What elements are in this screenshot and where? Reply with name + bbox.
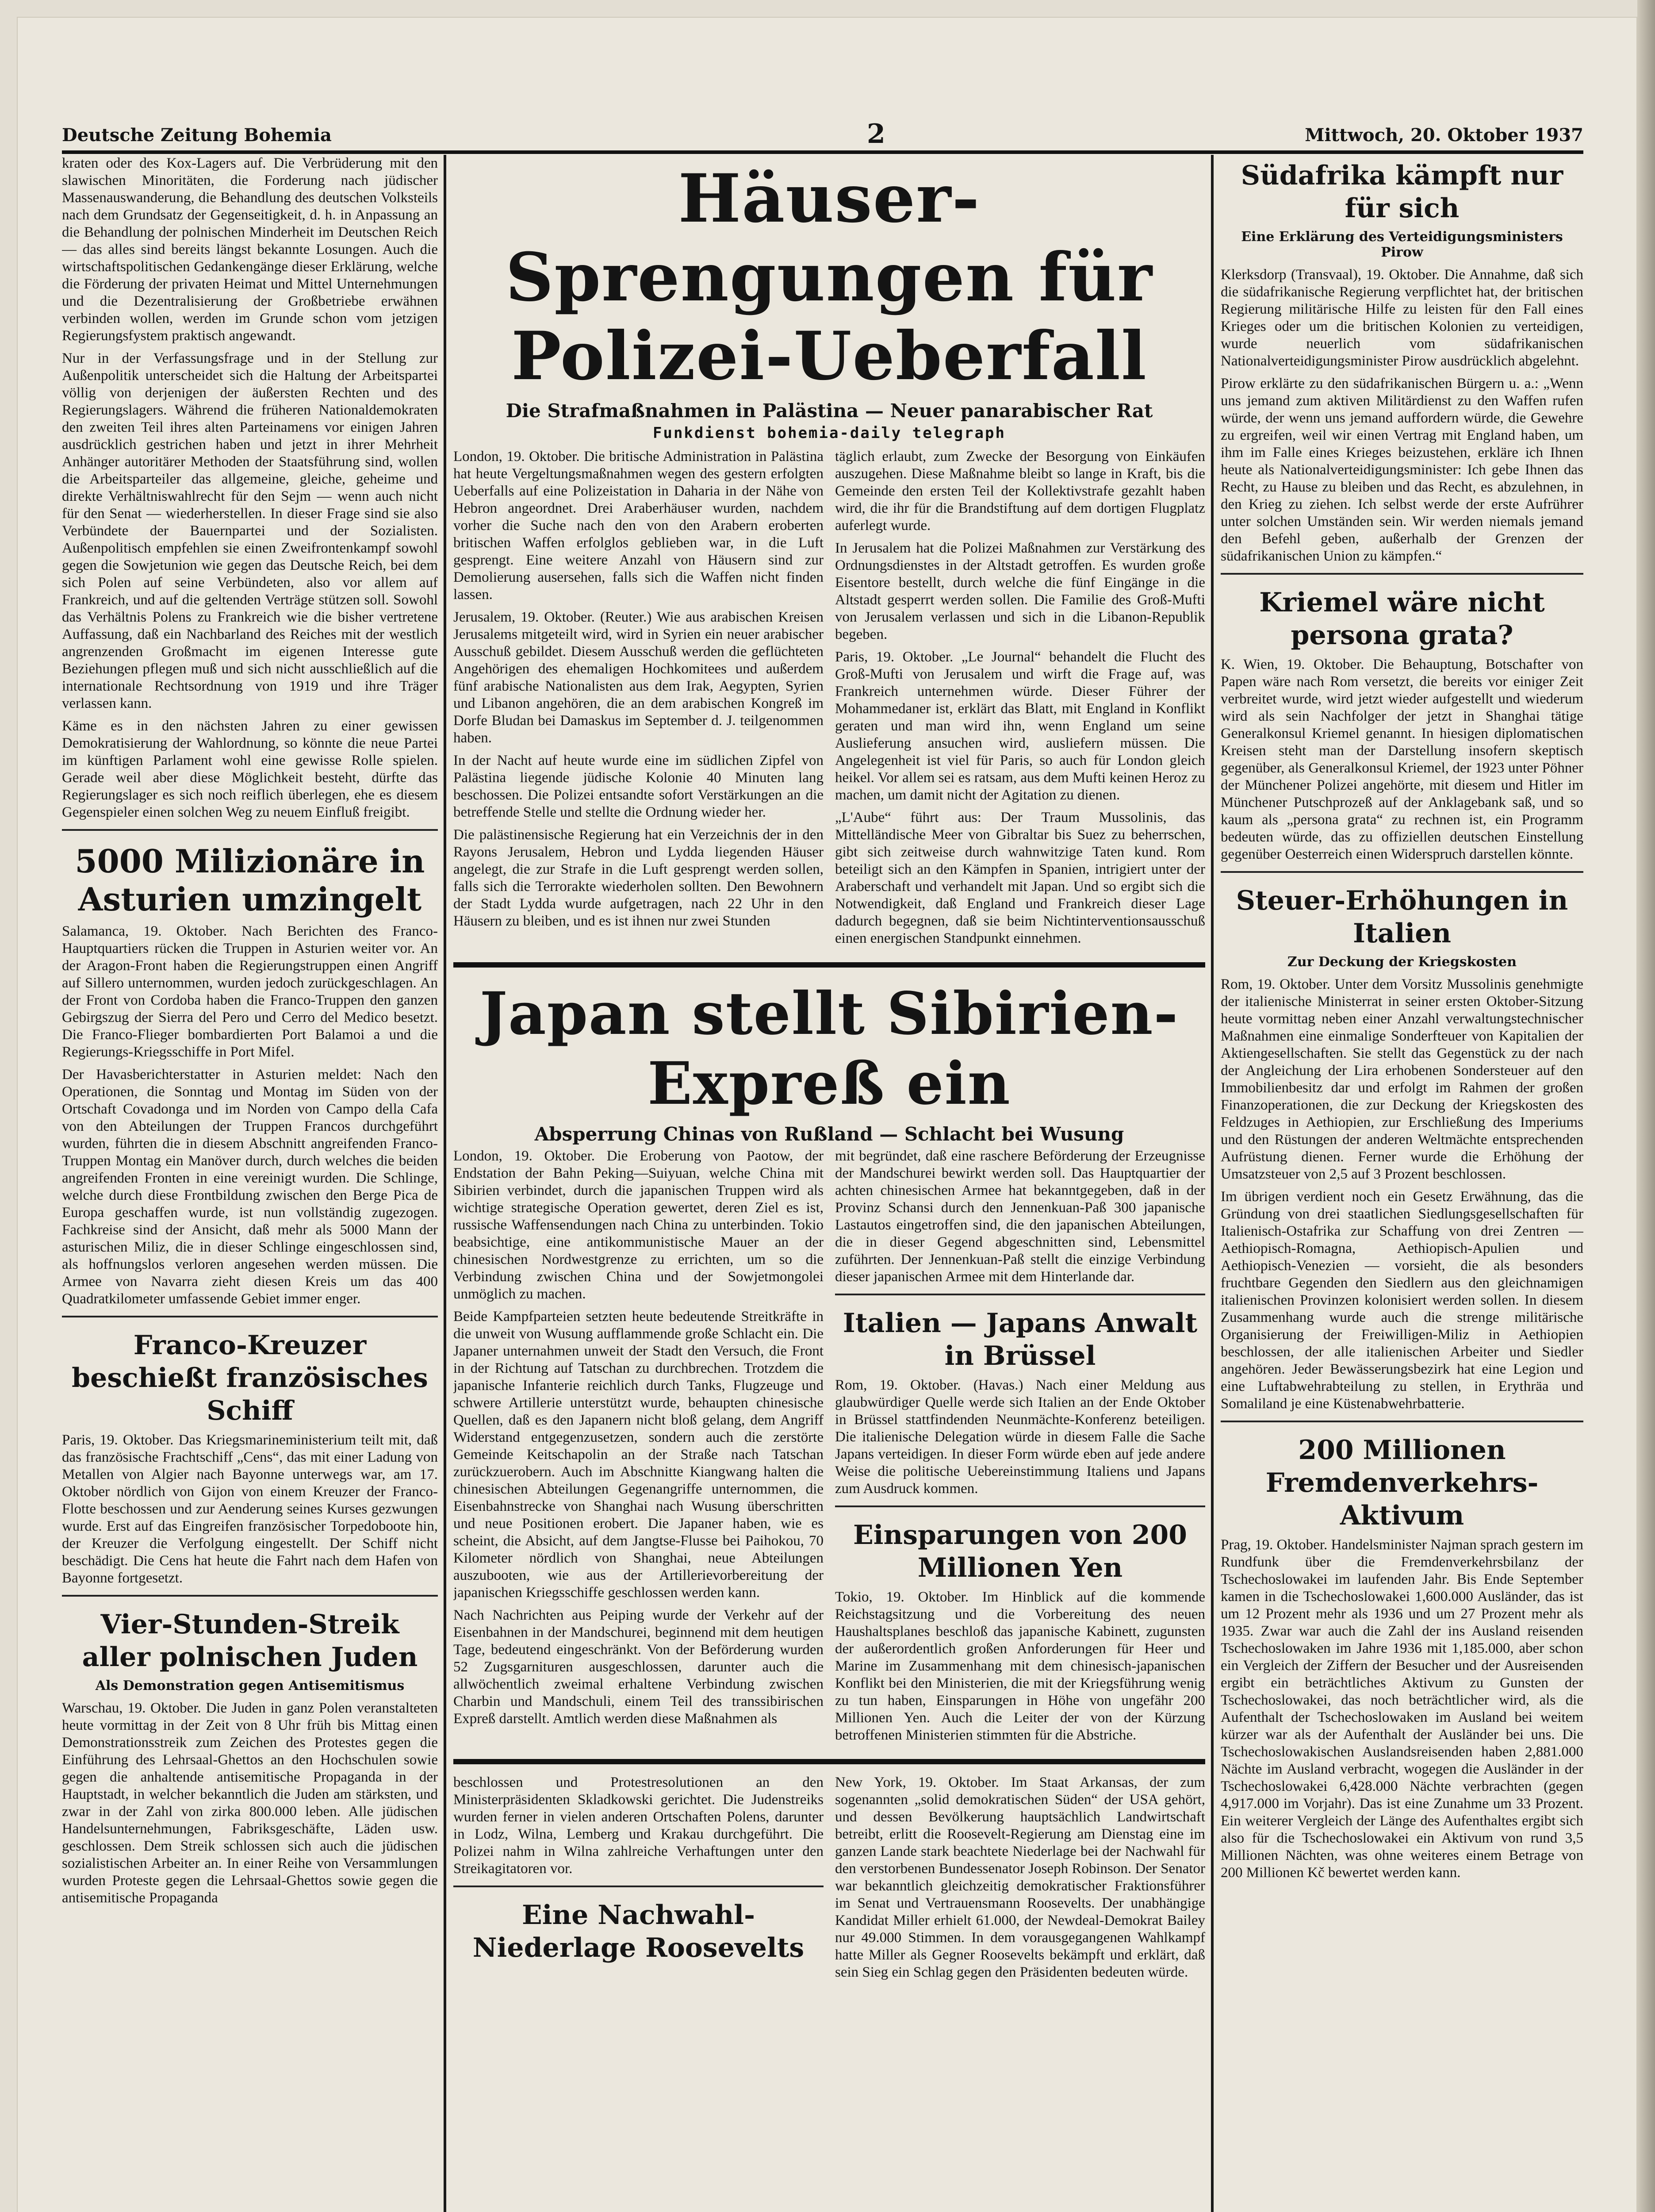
article-body: mit begründet, daß eine raschere Beförderung der Erzeugnisse der Mandschurei bewirkt werden soll. Das Hauptquartier der achten chinesischen Armee hat bekanntgegeben, daß in der Provinz Schansi durch den Jennenkuan-Paß 300 japanische Lastautos eingetroffen sind, die den japanischen Abteilungen, die in dieser Gegend abgeschnitten sind, Lebensmittel zuführten. Der Jennenkuan-Paß stellt die einzige Verbindung dieser japanischen Armee mit dem Hinterlande dar. [835, 1148, 1205, 1285]
article-body: „L'Aube“ führt aus: Der Traum Mussolinis, das Mittelländische Meer von Gibraltar bis Suez zu beherrschen, gibt sich zeitweise durch wahnwitzige Taten kund. Rom beteiligt sich an den Kämpfen in Spanien, intrigiert unter der Araberschaft und verhandelt mit Japan. Und so ergibt sich die Notwendigkeit, daß England und Frankreich dieser Lage dadurch begegnen, daß sie beim Nichtinterventionsausschuß einen energischen Standpunkt einnehmen. [835, 810, 1205, 946]
article-body: täglich erlaubt, zum Zwecke der Besorgung von Einkäufen auszugehen. Diese Maßnahme bleibt so lange in Kraft, bis die Gemeinde den ersten Teil der Kollektivstrafe gezahlt haben wird, die ihr für die Brandstiftung auf dem dortigen Flugplatz auferlegt wurde. [835, 449, 1205, 534]
column-left [62, 155, 438, 2212]
article-body: In Jerusalem hat die Polizei Maßnahmen zur Verstärkung des Ordnungsdienstes in der Altstadt getroffen. Es wurden große Eisentore bestellt, durch welche die fünf Eingänge in die Altstadt gesperrt werden sollen. Die Familie des Groß-Mufti von Jerusalem verlassen und sich in die Libanon-Republik begeben. [835, 540, 1205, 642]
divider [453, 962, 1205, 968]
article-body: Prag, 19. Oktober. Handelsminister Najman sprach gestern im Rundfunk über die Fremdenverkehrsbilanz der Tschechoslowakei im laufenden Jahr. Bis Ende September kamen in die Tschechoslowakei 1,600.000 Ausländer, das ist um 12 Prozent mehr als 1936 und um 27 Prozent mehr als 1935. Zwar war auch die Zahl der ins Ausland reisenden Tschechoslowaken im Jahre 1936 mit 1,185.000, aber schon ein Vergleich der Ziffern der Besucher und der Ausreisenden ergibt ein beträchtliches Aktivum zu Gunsten der Tschechoslowakei, das noch beträchtlicher wird, als die Aufenthalt der Tschechoslowaken im Ausland bei weitem kürzer war als der Aufenthalt der Ausländer bei uns. Die Tschechoslowakischen Auslandsreisenden haben 2,881.000 Nächte im Ausland verbracht, wogegen die Ausländer in der Tschechoslowakei 6,428.000 Nächte verbrachten (gegen 4,917.000 im Vorjahr). Das ist eine Zunahme um 33 Prozent. Ein weiterer Vergleich der Länge des Aufenthaltes ergibt sich also für die Tschechoslowakei ein Aktivum von rund 3,5 Millionen Nächten, was ohne weiteres einem Betrage von 200 Millionen Kč bewertet werden kann. [1221, 1537, 1583, 1881]
subheadline: Zur Deckung der Kriegskosten [1287, 954, 1517, 970]
divider [1221, 573, 1583, 575]
subheadline: Als Demonstration gegen Antisemitismus [95, 1678, 405, 1694]
article-body: Im übrigen verdient noch ein Gesetz Erwähnung, das die Gründung von drei staatlichen Siedlungsgesellschaften für Italienisch-Ostafrika zur Schaffung von drei Zentren — Aethiopisch-Romagna, Aethiopisch-Apulien und Aethiopisch-Venezien — vorsieht, die als besonders fruchtbare Gegenden den Siedlern aus den gleichnamigen italienischen Provinzen kolonisiert werden sollen. In diesem Zusammenhang wurde auch die strenge militärische Organisierung der Freiwilligen-Miliz in Aethiopien beschlossen, der alle italienischen Arbeiter und Siedler angehören. Jeder Bewässerungsbezirk hat eine Legion und eine Luftabwehrabteilung zu stellen, in Erythräa und Somaliland je eine Küstenabwehrbatterie. [1221, 1189, 1583, 1412]
wire-service-line: Funkdienst bohemia-daily telegraph [653, 424, 1006, 442]
divider [453, 1759, 1205, 1764]
article-body: In der Nacht auf heute wurde eine im südlichen Zipfel von Palästina liegende jüdische Kolonie 40 Minuten lang beschossen. Die Polizei entsandte sofort Verstärkungen an die betreffende Stelle und stellte die Ordnung wieder her. [453, 753, 824, 820]
bottom-articles [453, 1774, 1205, 1986]
headline-asturien: 5000 Milizionäre in Asturien umzingelt [75, 842, 425, 918]
japan-article [453, 1148, 1205, 1749]
masthead [62, 115, 1583, 154]
article-body: Salamanca, 19. Oktober. Nach Berichten des Franco-Hauptquartiers rücken die Truppen in Asturien weiter vor. An der Aragon-Front haben die Regierungstruppen einen Angriff auf Sillero unternommen, wurden jedoch zurückgeschlagen. An der Front von Cordoba haben die Franco-Truppen den ganzen Gebirgszug der Sierra del Pero und Cerro del Medico besetzt. Die Franco-Flieger bombardierten Port Balamoi a und die Regierungs-Kriegsschiffe in Port Mifel. [62, 923, 438, 1060]
article-continuation: Käme es in den nächsten Jahren zu einer gewissen Demokratisierung der Wahlordnung, so könnte die neue Partei im künftigen Parlament wohl eine gewisse Rolle spielen. Gerade weil aber diese Möglichkeit besteht, dürfte das Regierungslager es sich noch reiflich überlegen, ehe es diesem Gegenspieler einen solchen Weg zu neuem Einfluß freigibt. [62, 718, 438, 820]
headline-streik: Vier-Stunden-Streik aller polnischen Juden [82, 1609, 418, 1673]
headline-franco-kreuzer: Franco-Kreuzer beschießt französisches Schiff [72, 1330, 428, 1426]
article-body: Tokio, 19. Oktober. Im Hinblick auf die kommende Reichstagsitzung und die Vorbereitung des neuen Haushaltsplanes beschloß das japanische Kabinett, zugunsten der außerordentlich großen Anforderungen für Heer und Marine im Zusammenhang mit dem chinesisch-japanischen Konflikt bei den Ministerien, die mit der Kriegsführung wenig zu tun haben, Einsparungen in Höhe von ungefähr 200 Millionen Yen. Auch die Leiter der von der Kürzung betroffenen Ministerien stimmten für die Abstriche. [835, 1589, 1205, 1743]
headline-steuer: Steuer-Erhöhungen in Italien [1236, 885, 1568, 949]
article-body: K. Wien, 19. Oktober. Die Behauptung, Botschafter von Papen wäre nach Rom versetzt, die bereits vor einiger Zeit verbreitet wurde, wird jetzt wieder aufgestellt und wiederum wird als sein Nachfolger der jetzt in Shanghai tätige Generalkonsul Kriemel genannt. In hiesigen diplomatischen Kreisen steht man der Darstellung insofern skeptisch gegenüber, als Generalkonsul Kriemel, der 1923 unter Pöhner der Münchener Polizei angehörte, mit diesem und Hitler im Münchener Putschprozeß auf der Anklagebank saß, und so kaum als „persona grata“ zu rechnen ist, ein Programm bedeuten würde, das zu offiziellen deutschen Einstellung gegenüber Oesterreich einen Widerspruch darstellen könnte. [1221, 657, 1583, 862]
column-right [1221, 155, 1583, 2212]
article-body: London, 19. Oktober. Die Eroberung von Paotow, der Endstation der Bahn Peking—Suiyuan, welche China mit Sibirien verbindet, durch die japanischen Truppen wird als wichtige strategische Operation gewertet, deren Ziel es ist, russische Waffensendungen nach China zu unterbinden. Tokio beabsichtige, eine antikommunistische Mauer an der chinesischen Nordwestgrenze zu errichten, um so die Verbindung zwischen China und der Sowjetmongolei unmöglich zu machen. [453, 1148, 824, 1302]
lead-subheadline: Die Strafmaßnahmen in Palästina — Neuer panarabischer Rat [506, 400, 1153, 422]
article-body: Die palästinensische Regierung hat ein Verzeichnis der in den Rayons Jerusalem, Hebron und Lydda liegenden Häuser angelegt, die zur Strafe in die Luft gesprengt werden sollen, falls sich die Terrorakte wiederholen sollten. Den Bewohnern der Stadt Lydda wurde aufgetragen, nach 22 Uhr in den Häusern zu bleiben, und es ist ihnen nur zwei Stunden [453, 827, 824, 929]
divider [835, 1294, 1205, 1295]
column-center [453, 155, 1205, 2212]
divider [1221, 1421, 1583, 1422]
lead-headline: Häuser-Sprengungen für Polizei-Ueberfall [506, 160, 1153, 395]
article-body: Pirow erklärte zu den südafrikanischen Bürgern u. a.: „Wenn uns jemand zum aktiven Militärdienst zu den Waffen rufen würde, der wenn uns jemand auffordern würde, die Gewehre zu ergreifen, weil wir einen Vertrag mit England haben, um ihm im Falle eines Krieges beizustehen, erkläre ich Ihnen heute als Nationalverteidigungsminister: Ich gebe Ihnen das Recht, zu Hause zu bleiben und das Recht, es abzulehnen, in den Krieg zu ziehen. Ich selbst werde der erste Aufrührer unter solchen Umständen sein. Wir werden niemals jemand den Befehl geben, außerhalb der Grenzen der südafrikanischen Union zu kämpfen.“ [1221, 376, 1583, 564]
lead-article [453, 448, 1205, 952]
article-continuation: beschlossen und Protestresolutionen an den Ministerpräsidenten Skladkowski gerichtet. Die Judenstreiks wurden ferner in vielen anderen Ortschaften Polens, darunter in Lodz, Wilna, Lemberg und Krakau durchgeführt. Die Polizei nahm in Wilna zahlreiche Verhaftungen unter den Streikagitatoren vor. [453, 1774, 824, 1877]
divider [62, 1595, 438, 1597]
headline-einsparungen: Einsparungen von 200 Millionen Yen [853, 1520, 1187, 1583]
headline-suedafrika: Südafrika kämpft nur für sich [1241, 160, 1563, 224]
headline-italien: Italien — Japans Anwalt in Brüssel [843, 1308, 1198, 1371]
article-body: London, 19. Oktober. Die britische Administration in Palästina hat heute Vergeltungsmaßnahmen wegen des gestern erfolgten Ueberfalls auf eine Polizeistation in Daharia in der Nähe von Hebron angeordnet. Drei Araberhäuser wurden, nachdem vorher die Suche nach den von den Arabern eroberten britischen Waffen erfolglos geblieben war, in die Luft gesprengt. Eine weitere Anzahl von Häusern sind zur Demolierung ausersehen, falls sich die Waffen nicht finden lassen. [453, 449, 824, 603]
article-body: Nach Nachrichten aus Peiping wurde der Verkehr auf der Eisenbahnen in der Mandschurei, beginnend mit dem heutigen Tage, bedeutend eingeschränkt. Von der Beförderung wurden 52 Zugsgarnituren ausgeschlossen, darunter auch die allwöchentlich zweimal erhaltene Verbindung zwischen Charbin und Mandschuli, einem Teil des transsibirischen Expreß darstellt. Amtlich werden diese Maßnahmen als [453, 1607, 824, 1727]
paper-name: Deutsche Zeitung Bohemia [62, 125, 332, 146]
article-body: Paris, 19. Oktober. „Le Journal“ behandelt die Flucht des Groß-Mufti von Jerusalem und wirft die Frage auf, was Frankreich unternehmen würde. Dieser Führer der Mohammedaner ist, erklärt das Blatt, mit England in Konflikt geraten und man wird ihn, wenn England um seine Auslieferung ansuchen wird, ausliefern müssen. Die Angelegenheit ist viel für Paris, so auch für London gleich heikel. Vor allem sei es ratsam, aus dem Mufti keinen Heroz zu machen, um damit nicht der Agitation zu dienen. [835, 649, 1205, 803]
headline-roosevelt: Eine Nachwahl-Niederlage Roosevelts [472, 1900, 805, 1963]
divider [62, 1316, 438, 1317]
divider [835, 1505, 1205, 1507]
article-body: Jerusalem, 19. Oktober. (Reuter.) Wie aus arabischen Kreisen Jerusalems mitgeteilt wird, wird in Syrien ein neuer arabischer Ausschuß gebildet. Diesem Ausschuß werden die geflüchteten Angehörigen des ehemaligen Hochkomitees und außerdem fünf arabische Nationalisten aus dem Irak, Aegypten, Syrien und Libanon angehören, die an dem arabischen Kongreß im Dorfe Bludan bei Damaskus im September d. J. teilgenommen haben. [453, 609, 824, 746]
headline-kriemel: Kriemel wäre nicht persona grata? [1259, 587, 1545, 651]
article-body: Warschau, 19. Oktober. Die Juden in ganz Polen veranstalteten heute vormittag in der Zeit von 8 Uhr früh bis Mittag einen Demonstrationsstreik zum Zeichen des Protestes gegen die Einführung des Lehrsaal-Ghettos an den Hochschulen sowie gegen die anhaltende antisemitische Propaganda in der Hauptstadt, in welcher bekanntlich die Juden am stärksten, und zwar in der Zahl von zirka 800.000 leben. Alle jüdischen Handelsunternehmungen, Fabriksgeschäfte, Läden usw. geschlossen. Dem Streik schlossen sich auch die jüdischen sozialistischen Arbeiter an. In einer Reihe von Versammlungen wurden Proteste gegen die Lehrsaal-Ghettos sowie gegen die antisemitische Propaganda [62, 1700, 438, 1906]
divider [62, 829, 438, 831]
issue-date: Mittwoch, 20. Oktober 1937 [1305, 125, 1583, 146]
article-body: Rom, 19. Oktober. Unter dem Vorsitz Mussolinis genehmigte der italienische Ministerrat in seiner ersten Oktober-Sitzung heute vormittag neben einer Anzahl verwaltungstechnischer Maßnahmen eine einmalige Sonderfteuer von Kapitalien der Aktiengesellschaften. Sie stellt das Gegenstück zu der nach der Angleichung der Lira erhobenen Sondersteuer auf den Immobilienbesitz dar und erfolgt im Rahmen der großen Finanzoperationen, die zur Deckung der Kriegskosten des Feldzuges in Aethiopien, zur Erschließung des Imperiums und den Rüstungen der anderen Weltmächte entsprechenden Aufrüstung dienen. Ferner wurde die Erhöhung der Umsatzsteuer von 2,5 auf 3 Prozent beschlossen. [1221, 976, 1583, 1182]
article-body: Paris, 19. Oktober. Das Kriegsmarineministerium teilt mit, daß das französische Frachtschiff „Cens“, das mit einer Ladung von Metallen von Algier nach Bayonne unterwegs war, am 17. Oktober nördlich von Gijon von einem Kreuzer der Franco-Flotte beschossen und zur Aenderung seines Kurses gezwungen wurde. Erst auf das Eingreifen französischer Torpedoboote hin, der Kreuzer die Verfolgung eingestellt. Der Schiff nicht beschädigt. Die Cens hat heute die Fahrt nach dem Hafen von Bayonne fortgesetzt. [62, 1432, 438, 1586]
divider [1221, 871, 1583, 873]
article-body: Rom, 19. Oktober. (Havas.) Nach einer Meldung aus glaubwürdiger Quelle werde sich Italien an der Ende Oktober in Brüssel stattfindenden Neunmächte-Konferenz beteiligen. Die italienische Delegation würde in diesem Falle die Sache Japans verteidigen. In dieser Form würde eben auf jede andere Weise die politische Uebereinstimmung Italiens und Japans zum Ausdruck kommen. [835, 1377, 1205, 1497]
article-body: Klerksdorp (Transvaal), 19. Oktober. Die Annahme, daß sich die südafrikanische Regierung verpflichtet hat, der britischen Regierung militärische Hilfe zu leisten für den Fall eines Krieges oder um die britischen Kolonien zu verteidigen, wurde neuerlich vom südafrikanischen Nationalverteidigungsminister Pirow ausdrücklich abgelehnt. [1221, 267, 1583, 369]
article-continuation: kraten oder des Kox-Lagers auf. Die Verbrüderung mit den slawischen Minoritäten, die Forderung nach jüdischer Massenauswanderung, die Behandlung des deutschen Volksteils nach dem Grundsatz der Gegenseitigkeit, d. h. in Anpassung an die Behandlung der polnischen Minderheit im Deutschen Reich — das alles sind bereits längst bekannte Losungen. Auch die wirtschaftspolitischen Gedankengänge dieser Erklärung, welche die Förderung der privaten Heimat und Mittel Unternehmungen und die Dezentralisierung der Großbetriebe erwähnen verbinden wollen, werden im Grunde schon vom jetzigen Regierungsfystem praktisch angewandt. [62, 155, 438, 344]
headline-japan: Japan stellt Sibirien-Expreß ein [479, 979, 1179, 1118]
column-rule [444, 155, 446, 2212]
page-edge [1637, 0, 1655, 2212]
subheadline: Eine Erklärung des Verteidigungsministers Pirow [1241, 229, 1563, 260]
article-body: New York, 19. Oktober. Im Staat Arkansas, der zum sogenannten „solid demokratischen Süden“ der USA gehört, und dessen Bevölkerung hauptsächlich Landwirtschaft betreibt, erlitt die Roosevelt-Regierung am Dienstag eine im ganzen Lande stark beachtete Niederlage bei der Nachwahl für den verstorbenen Bundessenator Joseph Robinson. Der Senator war bekanntlich gleichzeitig demokratischer Fraktionsführer im Senat und Vertrauensmann Roosevelts. Der unabhängige Kandidat Miller erhielt 61.000, der Newdeal-Demokrat Bailey nur 49.000 Stimmen. In dem vorausgegangenen Wahlkampf hatte Miller als Gegner Roosevelts bekämpft und erklärt, daß sein Sieg ein Schlag gegen den Präsidenten bedeuten würde. [835, 1774, 1205, 1980]
article-body: Beide Kampfparteien setzten heute bedeutende Streitkräfte in die unweit von Wusung aufflammende große Schlacht ein. Die Japaner unternahmen unweit der Stadt den Versuch, die Front in der Richtung auf Tatschan zu durchbrechen. Trotzdem die japanische Infanterie reichlich durch Tanks, Flugzeuge und schwere Artillerie unterstützt wurde, behaupten chinesische Quellen, daß es den Japanern nicht bloß gelang, dem Angriff Widerstand entgegenzusetzen, sondern auch die zerstörte Gemeinde Keitschapolin an der Straße nach Tatschan zurückzuerobern. Auch im Abschnitte Kiangwang halten die chinesischen Abteilungen Gegenangriffe unternommen, die Eisenbahnstrecke von Shanghai nach Wusung überschritten und neue Positionen erobert. Die Japaner haben, wie es scheint, die Absicht, auf dem Jangtse-Flusse bei Paihokou, 70 Kilometer nördlich von Shanghai, neue Abteilungen auszubooten, wie aus der Artillerievorbereitung der japanischen Kriegsschiffe geschlossen werden kann. [453, 1309, 824, 1601]
column-rule [1211, 155, 1214, 2212]
headline-fremdenverkehr: 200 Millionen Fremdenverkehrs-Aktivum [1265, 1435, 1539, 1531]
divider [453, 1886, 824, 1887]
article-body: Der Havasberichterstatter in Asturien meldet: Nach den Operationen, die Sonntag und Montag im Süden von der Ortschaft Covadonga und im Norden von Campo della Cafa von den Abteilungen der Truppen Francos durchgeführt wurden, führten die in diesem Abschnitt angreifenden Franco-Truppen Montag ein Manöver durch, durch welches die beiden angreifenden Fronten in eine vereinigt wurden. Die Schlinge, welche durch diese Frontbildung zwischen den Berge Pica de Europa geschaffen wurde, ist nun vollständig zugezogen. Fachkreise sind der Ansicht, daß mehr als 5000 Mann der asturischen Miliz, die in dieser Schlinge eingeschlossen sind, als hoffnungslos verloren angesehen werden müssen. Die Armee von Navarra zieht diesen Kreis um das 400 Quadratkilometer umfassende Gebiet immer enger. [62, 1067, 438, 1307]
page-number: 2 [867, 119, 885, 150]
article-continuation: Nur in der Verfassungsfrage und in der Stellung zur Außenpolitik unterscheidet sich die Haltung der Arbeitspartei völlig von derjenigen der äußersten Rechten und des Regierungslagers. Während die früheren Nationaldemokraten den zweiten Teil ihres alten Parteinamens vor einigen Jahren ausdrücklich gestrichen haben und jetzt in ihrer Mehrheit Anhänger autoritärer Methoden der Staatsführung sind, wollen die Arbeitsparteiler das allgemeine, gleiche, geheime und direkte Verhältniswahlrecht für den Sejm — wenn auch nicht für den Senat — wiederherstellen. In dieser Frage sind sie also Verbündete der Bauernpartei und der Sozialisten. Außenpolitisch empfehlen sie einen Zweifrontenkampf sowohl gegen die Sowjetunion wie gegen das Deutsche Reich, bei dem sich Polen auf seine Verbündeten, also vor allem auf Frankreich, und auf die geltenden Verträge stützen soll. Sowohl das Verhältnis Polens zu Frankreich wie die bisher vertretene Auffassung, daß ein Nachbarland des Reiches mit der westlich angrenzenden Großmacht im eigenen Interesse gute Beziehungen pflegen muß und sich nicht ausschließlich auf die internationale Rechtsordnung von 1919 und ihre Träger verlassen kann. [62, 350, 438, 711]
subheadline: Absperrung Chinas von Rußland — Schlacht bei Wusung [534, 1123, 1124, 1145]
